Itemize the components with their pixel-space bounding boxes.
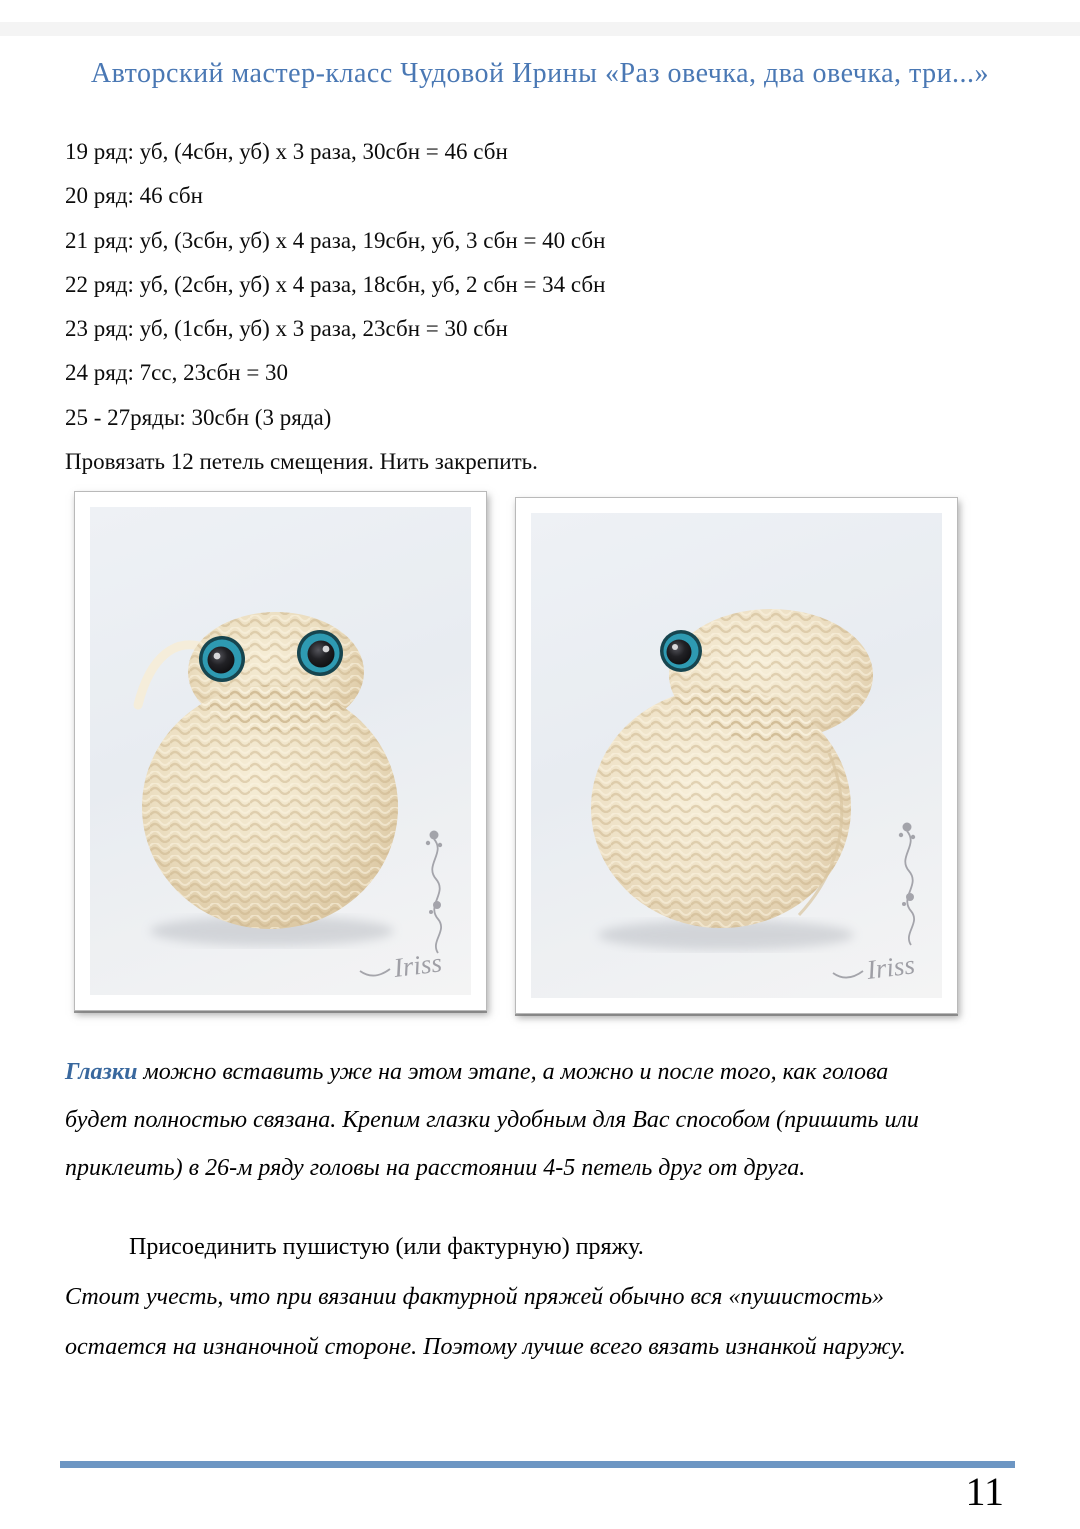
pattern-row: 23 ряд: уб, (1сбн, уб) х 3 раза, 23сбн = 30 сбн bbox=[65, 316, 508, 342]
footer-divider bbox=[60, 1461, 1015, 1468]
pattern-row: 22 ряд: уб, (2сбн, уб) х 4 раза, 18сбн, уб, 2 сбн = 34 сбн bbox=[65, 271, 606, 297]
eyes-note-paragraph bbox=[65, 1048, 1025, 1192]
page-number: 11 bbox=[965, 1469, 1004, 1514]
safety-eye-right bbox=[297, 630, 343, 676]
eyes-note-line: будет полностью связана. Крепим глазки удобным для Вас способом (пришить или bbox=[65, 1107, 919, 1133]
photo-side-image bbox=[531, 513, 942, 998]
crochet-head-front bbox=[142, 612, 398, 929]
yarn-note-line: остается на изнаночной стороне. Поэтому лучше всего вязать изнанкой наружу. bbox=[65, 1334, 906, 1360]
safety-eye bbox=[660, 630, 702, 672]
pattern-row: Провязать 12 петель смещения. Нить закрепить. bbox=[65, 449, 538, 475]
page-title: Авторский мастер-класс Чудовой Ирины «Раз овечка, два овечка, три...» bbox=[90, 58, 990, 89]
crochet-head-side bbox=[591, 609, 873, 928]
watermark-text: Iriss bbox=[392, 947, 444, 983]
pattern-row: 20 ряд: 46 сбн bbox=[65, 183, 203, 209]
pattern-row: 25 - 27ряды: 30сбн (3 ряда) bbox=[65, 404, 332, 430]
photo-front-view bbox=[74, 491, 487, 1011]
pattern-row: 19 ряд: уб, (4сбн, уб) х 3 раза, 30сбн = 46 сбн bbox=[65, 139, 508, 164]
yarn-note-paragraph bbox=[65, 1222, 1025, 1372]
eyes-note-line: приклеить) в 26-м ряду головы на расстоянии 4-5 петель друг от друга. bbox=[65, 1155, 806, 1181]
yarn-note-line: Стоит учесть, что при вязании фактурной пряжей обычно вся «пушистость» bbox=[65, 1284, 885, 1310]
crochet-pattern-rows bbox=[65, 130, 1015, 484]
photo-front-image bbox=[90, 507, 471, 995]
photo-side-view bbox=[515, 497, 958, 1014]
watermark-text: Iriss bbox=[865, 949, 917, 985]
pattern-row: 21 ряд: уб, (3сбн, уб) х 4 раза, 19сбн, уб, 3 сбн = 40 сбн bbox=[65, 227, 606, 253]
iriss-watermark bbox=[833, 823, 916, 986]
safety-eye-left bbox=[199, 636, 245, 682]
eyes-note-line: Глазки можно вставить уже на этом этапе, а можно и после того, как голова bbox=[65, 1059, 889, 1085]
eyes-note-lead: Глазки bbox=[65, 1059, 138, 1085]
pattern-row: 24 ряд: 7сс, 23сбн = 30 bbox=[65, 360, 289, 386]
scan-band-artifact bbox=[0, 22, 1080, 36]
yarn-note-line: Присоединить пушистую (или фактурную) пряжу. bbox=[129, 1234, 644, 1260]
